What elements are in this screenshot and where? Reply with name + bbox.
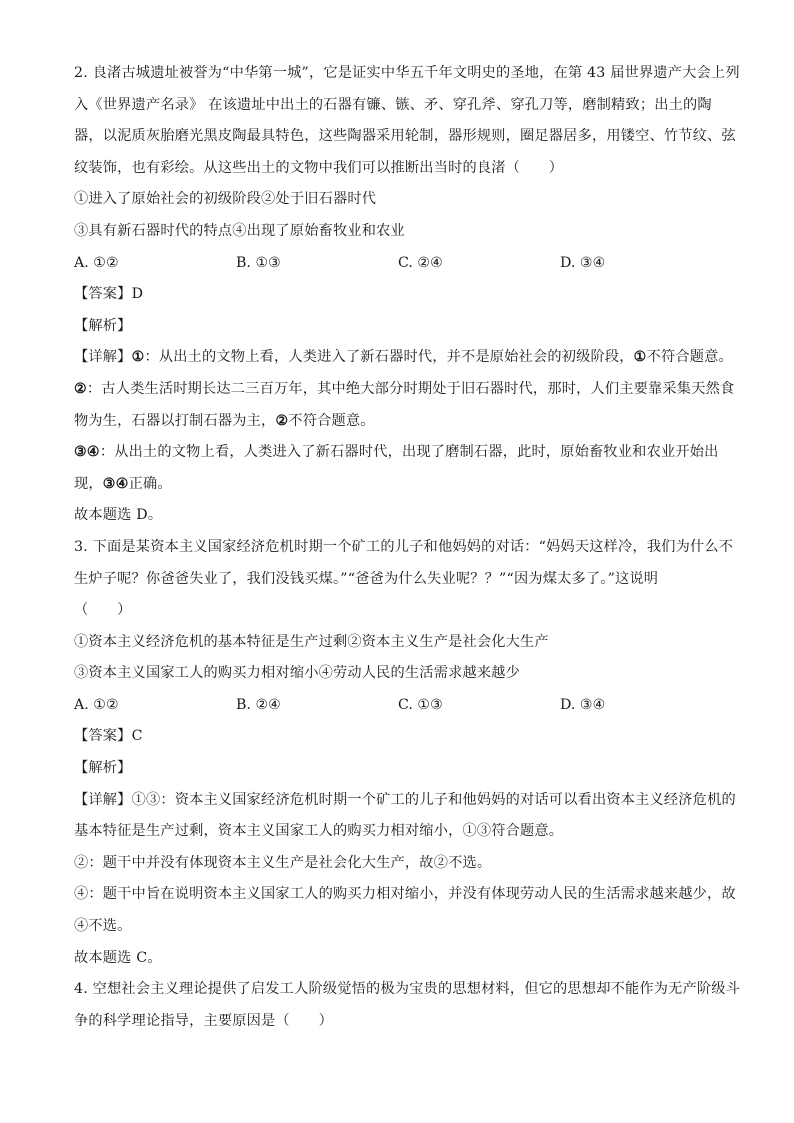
detail-text: 物为生，石器以打制石器为主， bbox=[74, 412, 276, 429]
question-4-stem-line: 争的科学理论指导，主要原因是（ ） bbox=[74, 1012, 333, 1029]
question-3-detail-line bbox=[74, 785, 736, 817]
question-4-stem-line: 4. 空想社会主义理论提供了启发工人阶级觉悟的极为宝贵的思想材料，但它的思想却不能作为无产阶级斗 bbox=[74, 981, 741, 998]
question-2-conclusion: 故本题选 D。 bbox=[74, 507, 163, 524]
question-4 bbox=[74, 974, 741, 1037]
question-3-conclusion: 故本题选 C。 bbox=[74, 949, 162, 966]
question-2 bbox=[74, 58, 740, 532]
option-a: A. ①② bbox=[74, 254, 119, 271]
detail-marker: ③④ bbox=[74, 444, 100, 461]
question-3-stem-line: 生炉子呢？你爸爸失业了，我们没钱买煤。”“爸爸为什么失业呢？？”“因为煤太多了。”这说明 bbox=[74, 570, 659, 587]
question-2-detail-line bbox=[74, 437, 726, 469]
question-2-detail-line bbox=[74, 342, 733, 374]
question-2-stem-line: 2. 良渚古城遗址被誉为“中华第一城”，它是证实中华五千年文明史的圣地，在第 43 届世界遗产大会上列 bbox=[74, 65, 740, 81]
question-2-stem-line: 器，以泥质灰胎磨光黑皮陶最具特色，这些陶器采用轮制，器形规则，圈足器居多，用镂空、竹节纹、弦 bbox=[74, 128, 736, 145]
detail-label: 【详解】 bbox=[74, 791, 132, 808]
question-3-answer bbox=[74, 721, 726, 753]
question-2-statement: ①进入了原始社会的初级阶段②处于旧石器时代 bbox=[74, 191, 377, 208]
option-d: D. ③④ bbox=[560, 254, 606, 271]
question-2-analysis-label: 【解析】 bbox=[74, 317, 132, 334]
question-3-statement: ③资本主义国家工人的购买力相对缩小④劳动人民的生活需求越来越少 bbox=[74, 665, 521, 682]
answer-value: D bbox=[131, 286, 144, 303]
question-3-detail-line: 基本特征是生产过剩，资本主义国家工人的购买力相对缩小，①③符合题意。 bbox=[74, 823, 564, 840]
question-3 bbox=[74, 532, 736, 974]
detail-text: 不符合题意。 bbox=[288, 412, 375, 429]
question-3-detail-line: ②：题干中并没有体现资本主义生产是社会化大生产，故②不选。 bbox=[74, 854, 492, 871]
option-c: C. ①③ bbox=[398, 696, 443, 713]
question-2-detail-line bbox=[74, 469, 726, 501]
question-2-answer bbox=[74, 279, 726, 311]
detail-marker: ③④ bbox=[102, 475, 129, 492]
question-3-detail-line: ④：题干中旨在说明资本主义国家工人的购买力相对缩小，并没有体现劳动人民的生活需求越来越少，故 bbox=[74, 886, 736, 903]
question-3-stem-line: 3. 下面是某资本主义国家经济危机时期一个矿工的儿子和他妈妈的对话：“妈妈天这样冷，我们为什么不 bbox=[74, 538, 734, 555]
question-2-statement: ③具有新石器时代的特点④出现了原始畜牧业和农业 bbox=[74, 222, 405, 239]
detail-text: ①③：资本主义国家经济危机时期一个矿工的儿子和他妈妈的对话可以看出资本主义经济危机的 bbox=[131, 791, 736, 808]
option-c: C. ②④ bbox=[398, 254, 443, 271]
option-a: A. ①② bbox=[74, 696, 119, 713]
answer-label: 【答案】 bbox=[74, 286, 132, 303]
question-3-detail-line: ④不选。 bbox=[74, 918, 132, 935]
question-2-detail-line bbox=[74, 406, 726, 438]
question-3-statement: ①资本主义经济危机的基本特征是生产过剩②资本主义生产是社会化大生产 bbox=[74, 633, 549, 650]
question-2-options bbox=[74, 248, 726, 280]
detail-text: ：从出土的文物上看，人类进入了新石器时代，出现了磨制石器，此时，原始畜牧业和农业开始出 bbox=[99, 444, 719, 461]
option-b: B. ①③ bbox=[236, 254, 281, 271]
detail-marker: ② bbox=[74, 380, 87, 397]
question-3-stem-line: （ ） bbox=[74, 602, 132, 619]
question-2-stem-line: 纹装饰，也有彩绘。从这些出土的文物中我们可以推断出当时的良渚（ ） bbox=[74, 159, 564, 176]
detail-text: ：古人类生活时期长达二三百万年，其中绝大部分时期处于旧石器时代，那时，人们主要靠采集天然食 bbox=[86, 380, 735, 397]
detail-label: 【详解】 bbox=[74, 349, 132, 366]
detail-marker: ② bbox=[275, 412, 289, 429]
document-page bbox=[74, 58, 741, 1037]
detail-text: 正确。 bbox=[128, 475, 172, 492]
question-2-stem-line: 入《世界遗产名录》 在该遗址中出土的石器有镰、镞、矛、穿孔斧、穿孔刀等，磨制精致；出土的陶 bbox=[74, 96, 712, 113]
question-2-detail-line bbox=[74, 374, 735, 406]
answer-value: C bbox=[131, 728, 143, 745]
question-3-analysis-label: 【解析】 bbox=[74, 760, 132, 777]
detail-marker: ① bbox=[131, 349, 145, 366]
detail-text: 现， bbox=[74, 475, 103, 492]
option-b: B. ②④ bbox=[236, 696, 281, 713]
question-3-options bbox=[74, 690, 726, 722]
detail-text: 不符合题意。 bbox=[646, 349, 733, 366]
option-d: D. ③④ bbox=[560, 696, 606, 713]
detail-text: ：从出土的文物上看，人类进入了新石器时代，并不是原始社会的初级阶段， bbox=[144, 349, 634, 366]
detail-marker: ① bbox=[633, 349, 647, 366]
answer-label: 【答案】 bbox=[74, 728, 132, 745]
